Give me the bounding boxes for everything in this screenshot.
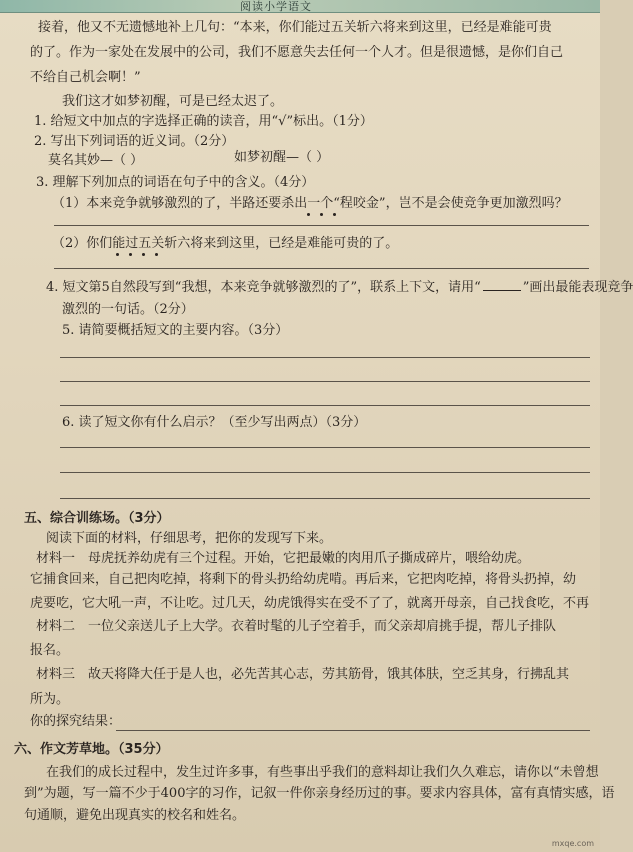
watermark: mxqe.com bbox=[551, 839, 594, 848]
answer-line bbox=[116, 730, 590, 731]
question-4-text: 4. 短文第5自然段写到“我想，本来竞争就够激烈的了”，联系上下文，请用“ bbox=[46, 280, 481, 295]
question-2-item: 莫名其妙—（ ） bbox=[48, 153, 144, 168]
passage-line: 的了。作为一家处在发展中的公司，我们不愿意失去任何一个人才。但是很遗憾，是你们自己 bbox=[30, 45, 564, 60]
answer-line bbox=[54, 225, 589, 226]
answer-line bbox=[60, 357, 590, 358]
essay-prompt-line: 在我们的成长过程中，发生过许多事，有些事出乎我们的意料却让我们久久难忘，请你以“未曾想 bbox=[46, 765, 599, 780]
material-line: 所为。 bbox=[30, 692, 70, 707]
material-line: 虎要吃，它大吼一声，不让吃。过几天，幼虎饿得实在受不了了，就离开母亲，自己找食吃，不再 bbox=[30, 596, 590, 611]
question-2: 2. 写出下列词语的近义词。（2分） bbox=[34, 134, 235, 149]
underline-blank bbox=[483, 279, 521, 291]
passage-line: 我们这才如梦初醒，可是已经太迟了。 bbox=[62, 94, 284, 109]
essay-prompt-line: 到”为题，写一篇不少于400字的习作，记叙一件你亲身经历过的事。要求内容具体，富有真情实感，语 bbox=[24, 786, 615, 801]
essay-prompt-line: 句通顺，避免出现真实的校名和姓名。 bbox=[24, 808, 246, 823]
question-3-item: （2）你们能过五关斩六将来到这里，已经是难能可贵的了。 bbox=[52, 236, 399, 251]
header-strip bbox=[0, 0, 600, 13]
question-5: 5. 请简要概括短文的主要内容。（3分） bbox=[62, 323, 289, 338]
emphasis-dot bbox=[333, 213, 336, 216]
question-4-text: ”画出最能表现竞争 bbox=[522, 280, 633, 295]
header-title: 阅读小学语文 bbox=[240, 0, 312, 13]
question-1: 1. 给短文中加点的字选择正确的读音，用“√”标出。（1分） bbox=[34, 114, 373, 129]
material-line: 材料二 一位父亲送儿子上大学。衣着时髦的儿子空着手，而父亲却肩挑手提，帮儿子排队 bbox=[36, 619, 557, 634]
material-line: 它捕食回来，自己把肉吃掉，将剩下的骨头扔给幼虎啃。再后来，它把肉吃掉，将骨头扔掉，幼 bbox=[30, 572, 577, 587]
question-3: 3. 理解下列加点的词语在句子中的含义。（4分） bbox=[36, 175, 315, 190]
emphasis-dot bbox=[155, 253, 158, 256]
answer-line bbox=[60, 381, 590, 382]
answer-line bbox=[54, 268, 589, 269]
material-line: 材料三 故天将降大任于是人也，必先苦其心志，劳其筋骨，饿其体肤，空乏其身，行拂乱其 bbox=[36, 667, 570, 682]
result-label: 你的探究结果： bbox=[30, 714, 122, 729]
answer-line bbox=[60, 472, 590, 473]
answer-line bbox=[60, 405, 590, 406]
question-2-item: 如梦初醒—（ ） bbox=[234, 150, 330, 165]
emphasis-dot bbox=[129, 253, 132, 256]
material-line: 报名。 bbox=[30, 643, 70, 658]
passage-line: 接着，他又不无遗憾地补上几句：“本来，你们能过五关斩六将来到这里，已经是难能可贵 bbox=[38, 20, 552, 35]
section-5-title: 五、综合训练场。（3分） bbox=[24, 511, 170, 526]
passage-line: 不给自己机会啊！” bbox=[30, 70, 141, 85]
question-4 bbox=[46, 279, 633, 296]
emphasis-dot bbox=[320, 213, 323, 216]
emphasis-dot bbox=[142, 253, 145, 256]
section-6-title: 六、作文芳草地。（35分） bbox=[14, 742, 169, 757]
emphasis-dot bbox=[116, 253, 119, 256]
material-line: 材料一 母虎抚养幼虎有三个过程。开始，它把最嫩的肉用爪子撕成碎片，喂给幼虎。 bbox=[36, 551, 531, 566]
section-5-intro: 阅读下面的材料，仔细思考，把你的发现写下来。 bbox=[46, 531, 333, 546]
emphasis-dot bbox=[307, 213, 310, 216]
question-4-cont: 激烈的一句话。（2分） bbox=[62, 302, 194, 317]
question-6: 6. 读了短文你有什么启示？（至少写出两点）（3分） bbox=[62, 415, 367, 430]
answer-line bbox=[60, 447, 590, 448]
question-3-item: （1）本来竞争就够激烈的了，半路还要杀出一个“程咬金”，岂不是会使竞争更加激烈吗？ bbox=[52, 196, 568, 211]
answer-line bbox=[60, 498, 590, 499]
